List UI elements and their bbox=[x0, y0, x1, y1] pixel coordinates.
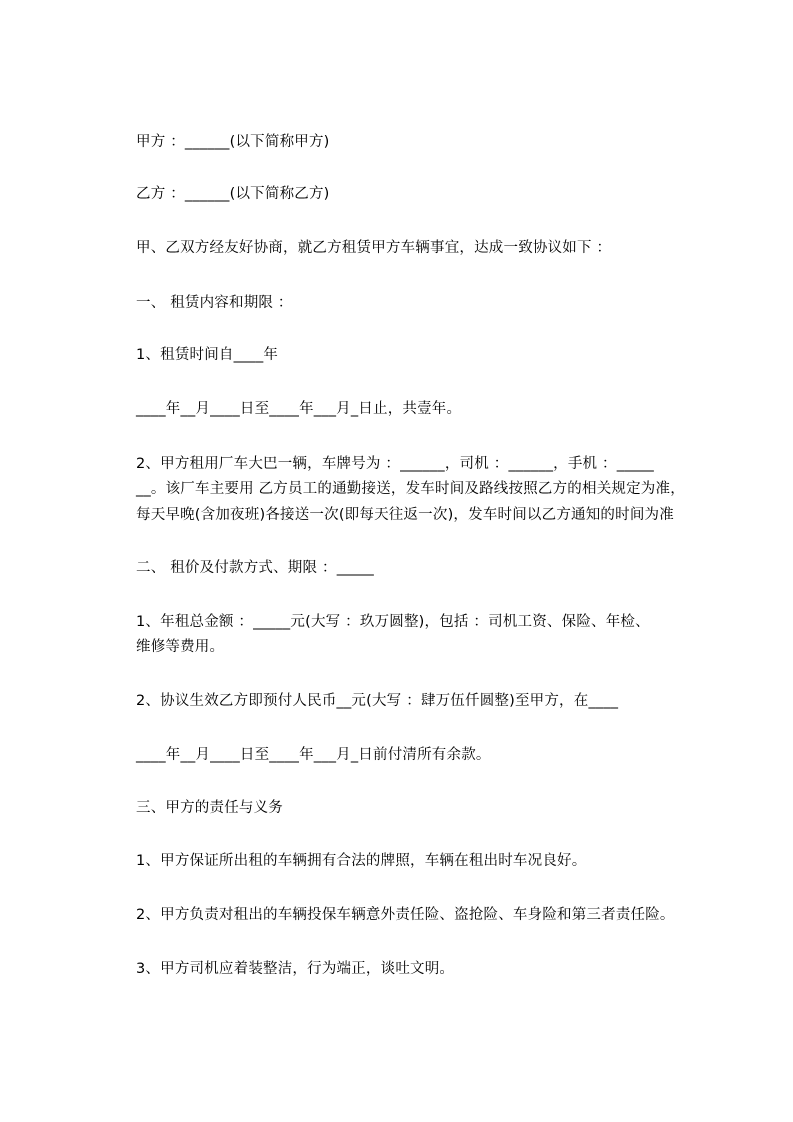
clause-1-2-line-3: 每天早晚(含加夜班)各接送一次(即每天往返一次)，发车时间以乙方通知的时间为准 bbox=[136, 507, 674, 523]
section-1-heading: 一、 租赁内容和期限 ： bbox=[136, 295, 293, 311]
clause-1-1-dates: ____年__月____日至____年___月_日止，共壹年。 bbox=[136, 401, 462, 417]
clause-2-2-line: 2、协议生效乙方即预付人民币__元(大写 ：肆万伍仟圆整)至甲方，在____ bbox=[136, 693, 619, 709]
party-a-line: 甲方 ：______(以下简称甲方) bbox=[136, 134, 330, 150]
clause-2-1-line-2: 维修等费用。 bbox=[136, 639, 225, 655]
section-3-heading: 三、甲方的责任与义务 bbox=[136, 800, 283, 816]
clause-2-1-line-1: 1、年租总金额 ：_____元(大写 ：玖万圆整)，包括 ：司机工资、保险、年检、 bbox=[136, 614, 650, 630]
clause-1-1-line: 1、租赁时间自____年 bbox=[136, 347, 279, 363]
party-b-line: 乙方 ：______(以下简称乙方) bbox=[136, 186, 330, 202]
clause-1-2-line-2: __。该厂车主要用 乙方员工的通勤接送，发车时间及路线按照乙方的相关规定为准， bbox=[136, 481, 685, 497]
preamble-line: 甲、乙双方经友好协商，就乙方租赁甲方车辆事宜，达成一致协议如下 ： bbox=[136, 240, 612, 256]
clause-1-2-line-1: 2、甲方租用厂车大巴一辆，车牌号为 ：______，司机 ：______，手机 ：_____ bbox=[136, 456, 655, 472]
clause-3-1-line: 1、甲方保证所出租的车辆拥有合法的牌照，车辆在租出时车况良好。 bbox=[136, 853, 587, 869]
clause-2-2-dates: ____年__月____日至____年___月_日前付清所有余款。 bbox=[136, 747, 491, 763]
clause-3-2-line: 2、甲方负责对租出的车辆投保车辆意外责任险、盗抢险、车身险和第三者责任险。 bbox=[136, 907, 675, 923]
section-2-heading: 二、 租价及付款方式、期限 ：_____ bbox=[136, 560, 374, 576]
clause-3-3-line: 3、甲方司机应着装整洁，行为端正，谈吐文明。 bbox=[136, 961, 455, 977]
